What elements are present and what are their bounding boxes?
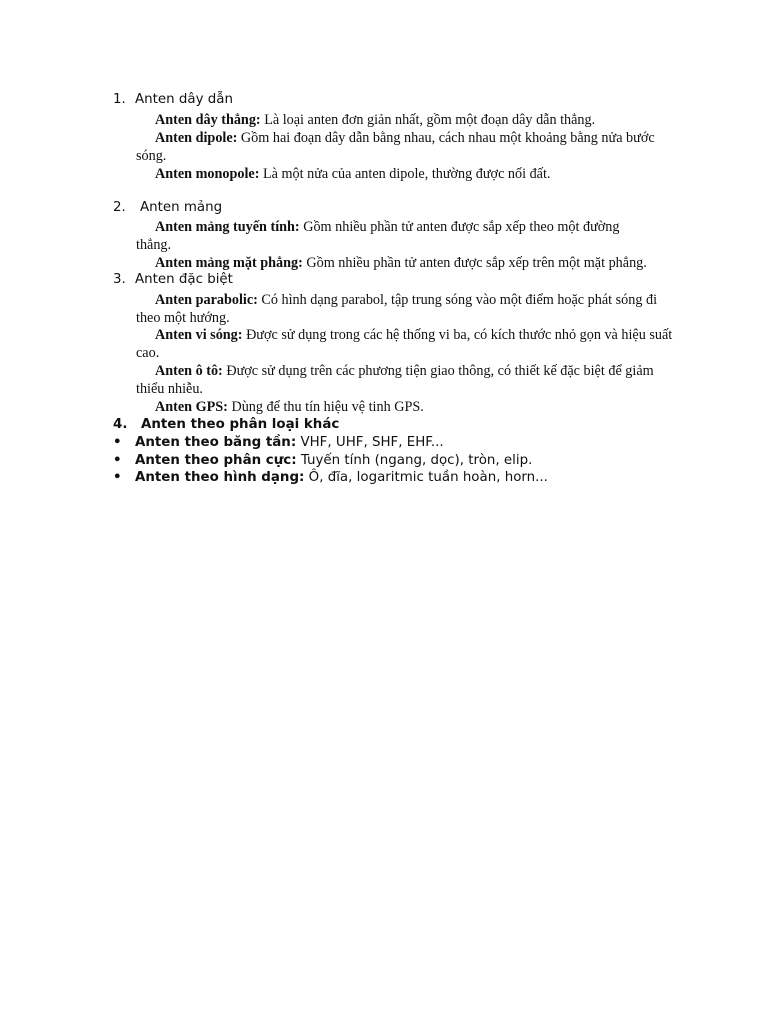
term-anten-mang-tuyen-tinh: Anten mảng tuyến tính: [155,219,300,235]
term-anten-mang-mat-phang: Anten mảng mặt phẳng: [155,255,303,271]
paragraph-anten-monopole [136,165,676,183]
desc-anten-gps: Dùng để thu tín hiệu vệ tinh GPS. [227,399,424,415]
desc-anten-theo-bang-tan: VHF, UHF, SHF, EHF... [296,435,444,450]
paragraph-anten-parabolic [136,291,676,327]
desc-anten-mang-mat-phang: Gồm nhiều phần tử anten được sắp xếp trên một mặt phẳng. [302,255,647,271]
desc-anten-theo-phan-cuc: Tuyến tính (ngang, dọc), tròn, elip. [296,453,533,468]
term-anten-o-to: Anten ô tô: [155,363,223,379]
term-anten-day-thang: Anten dây thẳng: [155,112,261,128]
paragraph-anten-vi-song [136,326,676,362]
paragraph-anten-gps [136,398,676,416]
term-anten-vi-song: Anten vi sóng: [155,327,243,343]
paragraph-anten-o-to [136,362,661,398]
desc-anten-vi-song: Được sử dụng trong các hệ thống vi ba, có kích thước nhỏ gọn và hiệu suất cao. [136,327,673,361]
section-title-4: Anten theo phân loại khác [141,417,340,432]
bullet-icon: • [113,435,122,450]
section-title-1: Anten dây dẫn [135,92,233,107]
term-anten-theo-hinh-dang: Anten theo hình dạng: [135,470,305,485]
section-title-2: Anten mảng [140,200,223,215]
term-anten-theo-bang-tan: Anten theo băng tần: [135,435,297,450]
term-anten-monopole: Anten monopole: [155,166,260,182]
desc-anten-mang-tuyen-tinh: Gồm nhiều phần tử anten được sắp xếp theo một đường thẳng. [136,219,620,253]
bullet-icon: • [113,470,122,485]
paragraph-anten-mang-mat-phang [136,254,696,272]
section-number-1: 1. [113,92,126,107]
desc-anten-monopole: Là một nửa của anten dipole, thường được nối đất. [259,166,551,182]
section-number-4: 4. [113,417,128,432]
term-anten-theo-phan-cuc: Anten theo phân cực: [135,453,297,468]
desc-anten-theo-hinh-dang: Ô, đĩa, logaritmic tuần hoàn, horn... [304,470,548,485]
term-anten-gps: Anten GPS: [155,399,228,415]
term-anten-dipole: Anten dipole: [155,130,238,146]
desc-anten-parabolic: Có hình dạng parabol, tập trung sóng vào một điểm hoặc phát sóng đi theo một hướng. [136,292,658,326]
section-number-3: 3. [113,272,126,287]
bullet-icon: • [113,453,122,468]
section-number-2: 2. [113,200,126,215]
paragraph-anten-dipole [136,129,661,165]
term-anten-parabolic: Anten parabolic: [155,292,258,308]
desc-anten-dipole: Gồm hai đoạn dây dẫn bằng nhau, cách nhau một khoảng bằng nửa bước sóng. [136,130,655,164]
desc-anten-o-to: Được sử dụng trên các phương tiện giao thông, có thiết kế đặc biệt để giảm thiểu nhiễu. [136,363,654,397]
section-title-3: Anten đặc biệt [135,272,233,287]
paragraph-anten-mang-tuyen-tinh [136,218,656,254]
paragraph-anten-day-thang [136,111,676,129]
desc-anten-day-thang: Là loại anten đơn giản nhất, gồm một đoạn dây dẫn thẳng. [260,112,596,128]
